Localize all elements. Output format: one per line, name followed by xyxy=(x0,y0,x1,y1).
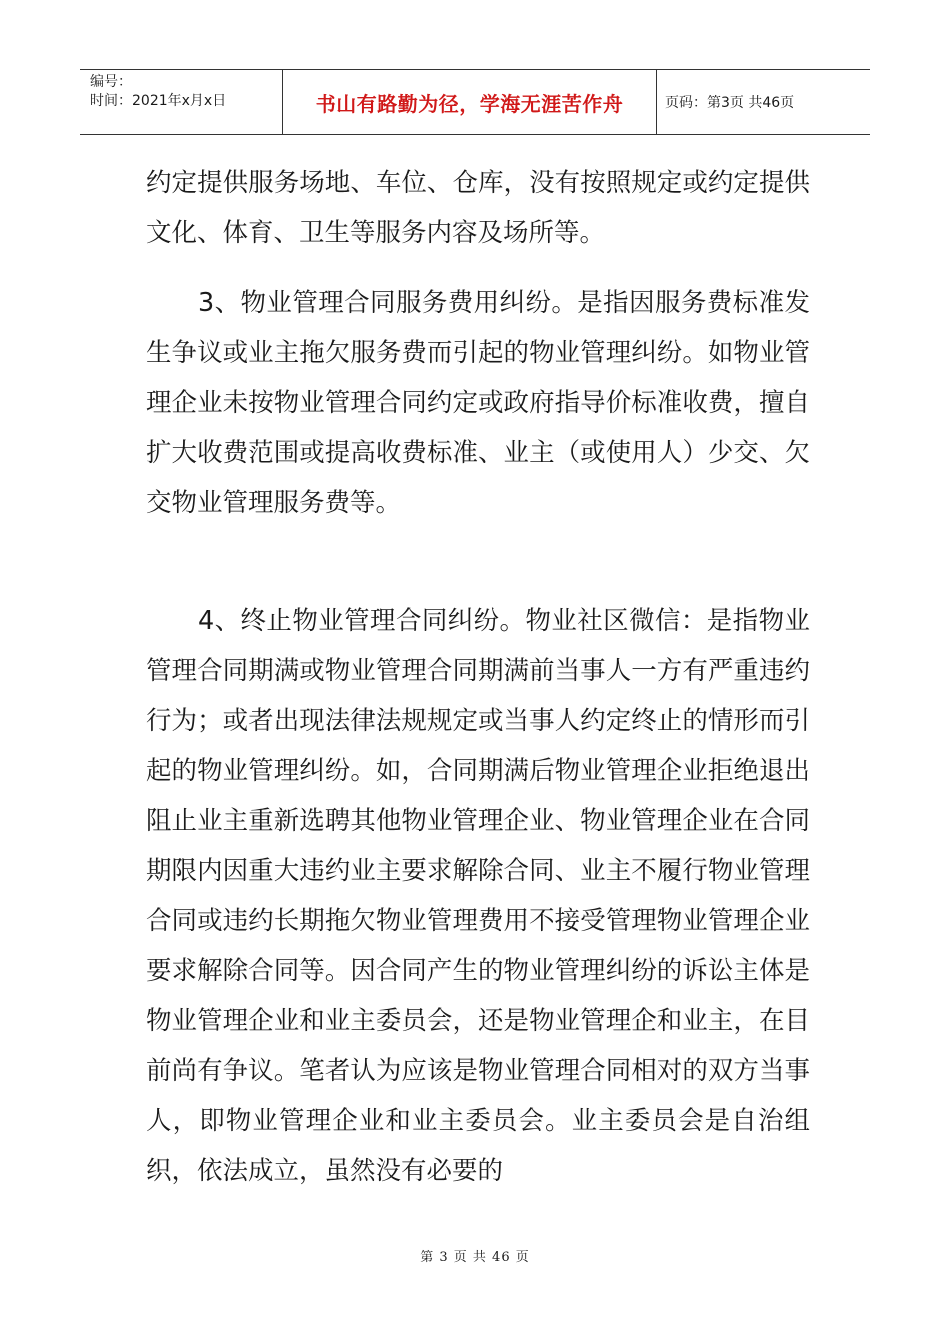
body-paragraph-termination-disputes: 4、终止物业管理合同纠纷。物业社区微信：是指物业管理合同期满或物业管理合同期满前当事人一方有严重违约行为；或者出现法律法规规定或当事人约定终止的情形而引起的物业管理纠纷。如，合同期满后物业管理企业拒绝退出阻止业主重新选聘其他物业管理企业、物业管理企业在合同期限内因重大违约业主要求解除合同、业主不履行物业管理合同或违约长期拖欠物业管理费用不接受管理物业管理企业要求解除合同等。因合同产生的物业管理纠纷的诉讼主体是物业管理企业和业主委员会，还是物业管理企和业主，在目前尚有争议。笔者认为应该是物业管理合同相对的双方当事人，即物业管理企业和业主委员会。业主委员会是自治组织，依法成立，虽然没有必要的 xyxy=(146,606,810,1186)
header-page-cell xyxy=(657,70,870,134)
page-header xyxy=(80,69,870,135)
header-motto: 书山有路勤为径，学海无涯苦作舟 xyxy=(315,91,624,116)
body-paragraph-fee-disputes: 3、物业管理合同服务费用纠纷。是指因服务费标准发生争议或业主拖欠服务费而引起的物业管理纠纷。如物业管理企业未按物业管理合同约定或政府指导价标准收费，擅自扩大收费范围或提高收费标准、业主（或使用人）少交、欠交物业管理服务费等。 xyxy=(146,288,810,518)
document-time-label: 时间：2021年x月x日 xyxy=(90,93,227,109)
document-number-label: 编号： xyxy=(90,74,132,90)
body-paragraph-continued: 约定提供服务场地、车位、仓库，没有按照规定或约定提供文化、体育、卫生等服务内容及场所等。 xyxy=(146,168,810,248)
header-page-number: 页码：第3页 共46页 xyxy=(665,95,795,111)
document-body xyxy=(146,158,810,1196)
header-meta xyxy=(80,70,283,134)
page-footer: 第 3 页 共 46 页 xyxy=(420,1250,530,1265)
header-motto-cell xyxy=(283,70,657,134)
